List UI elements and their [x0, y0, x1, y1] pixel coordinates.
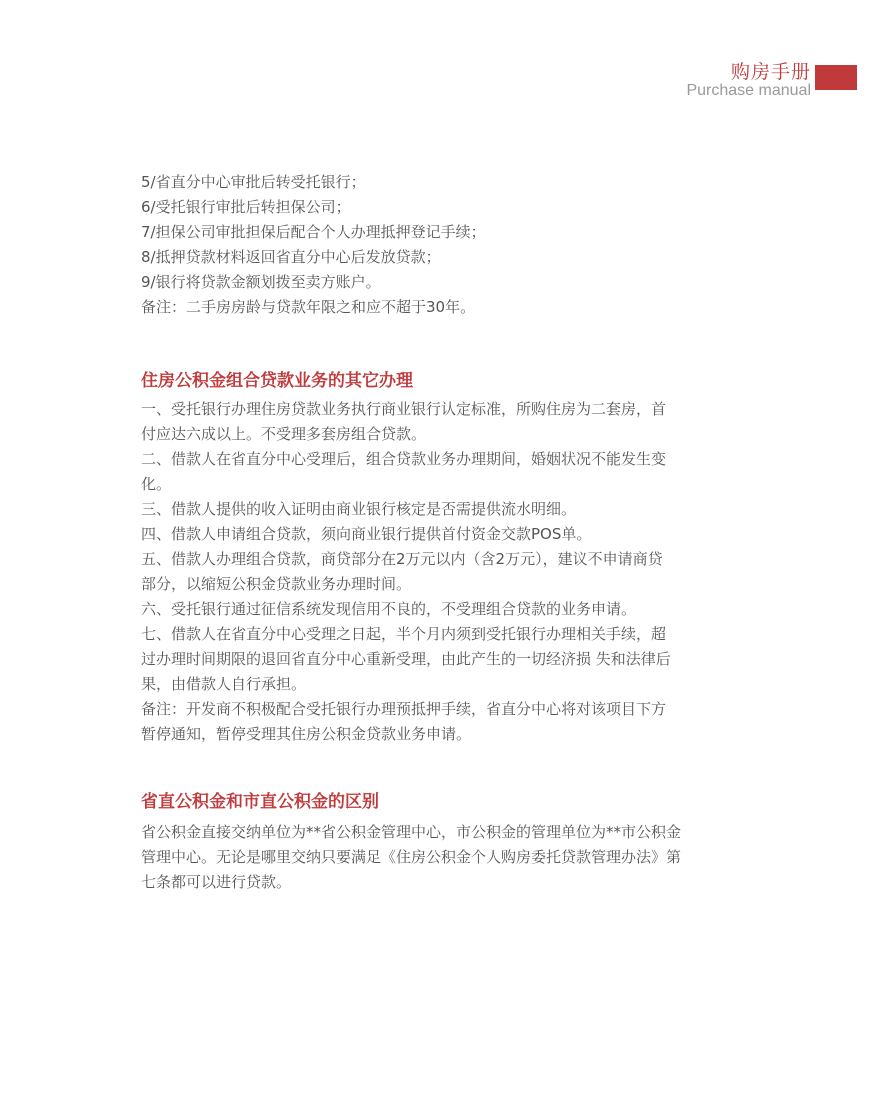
header-title: 购房手册: [730, 61, 811, 83]
text-line: 省公积金直接交纳单位为**省公积金管理中心，市公积金的管理单位为**市公积金: [141, 823, 682, 841]
text-line: 六、受托银行通过征信系统发现信用不良的，不受理组合贷款的业务申请。: [141, 600, 637, 618]
text-line: 三、借款人提供的收入证明由商业银行核定是否需提供流水明细。: [141, 500, 577, 518]
text-line: 付应达六成以上。不受理多套房组合贷款。: [141, 425, 427, 443]
text-line: 管理中心。无论是哪里交纳只要满足《住房公积金个人购房委托贷款管理办法》第: [141, 848, 682, 866]
process-steps: [141, 170, 746, 320]
step-line: 6/受托银行审批后转担保公司；: [141, 198, 351, 216]
text-line: 暂停通知，暂停受理其住房公积金贷款业务申请。: [141, 725, 472, 743]
section-heading: 省直公积金和市直公积金的区别: [141, 792, 379, 812]
step-line: 5/省直分中心审批后转受托银行；: [141, 173, 366, 191]
text-line: 过办理时间期限的退回省直分中心重新受理，由此产生的一切经济损 失和法律后: [141, 650, 671, 668]
text-line: 七条都可以进行贷款。: [141, 873, 292, 891]
text-line: 果，由借款人自行承担。: [141, 675, 307, 693]
text-line: 五、借款人办理组合贷款，商贷部分在2万元以内（含2万元），建议不申请商贷: [141, 550, 663, 568]
text-line: 一、受托银行办理住房贷款业务执行商业银行认定标准，所购住房为二套房，首: [141, 400, 667, 418]
text-line: 备注：开发商不积极配合受托银行办理预抵押手续，省直分中心将对该项目下方: [141, 700, 667, 718]
document-body: [141, 170, 746, 895]
step-line: 7/担保公司审批担保后配合个人办理抵押登记手续；: [141, 223, 486, 241]
step-line: 9/银行将贷款金额划拨至卖方账户。: [141, 273, 381, 291]
page-header: [686, 60, 811, 100]
header-subtitle: Purchase manual: [686, 82, 811, 99]
section-heading: 住房公积金组合贷款业务的其它办理: [141, 371, 413, 391]
text-line: 化。: [141, 475, 172, 493]
steps-note: 备注：二手房房龄与贷款年限之和应不超于30年。: [141, 298, 476, 316]
text-line: 二、借款人在省直分中心受理后，组合贷款业务办理期间，婚姻状况不能发生变: [141, 450, 667, 468]
header-accent-block: [815, 65, 857, 90]
text-line: 四、借款人申请组合贷款，须向商业银行提供首付资金交款POS单。: [141, 525, 592, 543]
step-line: 8/抵押贷款材料返回省直分中心后发放贷款；: [141, 248, 441, 266]
text-line: 七、借款人在省直分中心受理之日起，半个月内须到受托银行办理相关手续，超: [141, 625, 667, 643]
text-line: 部分，以缩短公积金贷款业务办理时间。: [141, 575, 412, 593]
section-body: [141, 397, 746, 747]
section-body: [141, 820, 746, 895]
